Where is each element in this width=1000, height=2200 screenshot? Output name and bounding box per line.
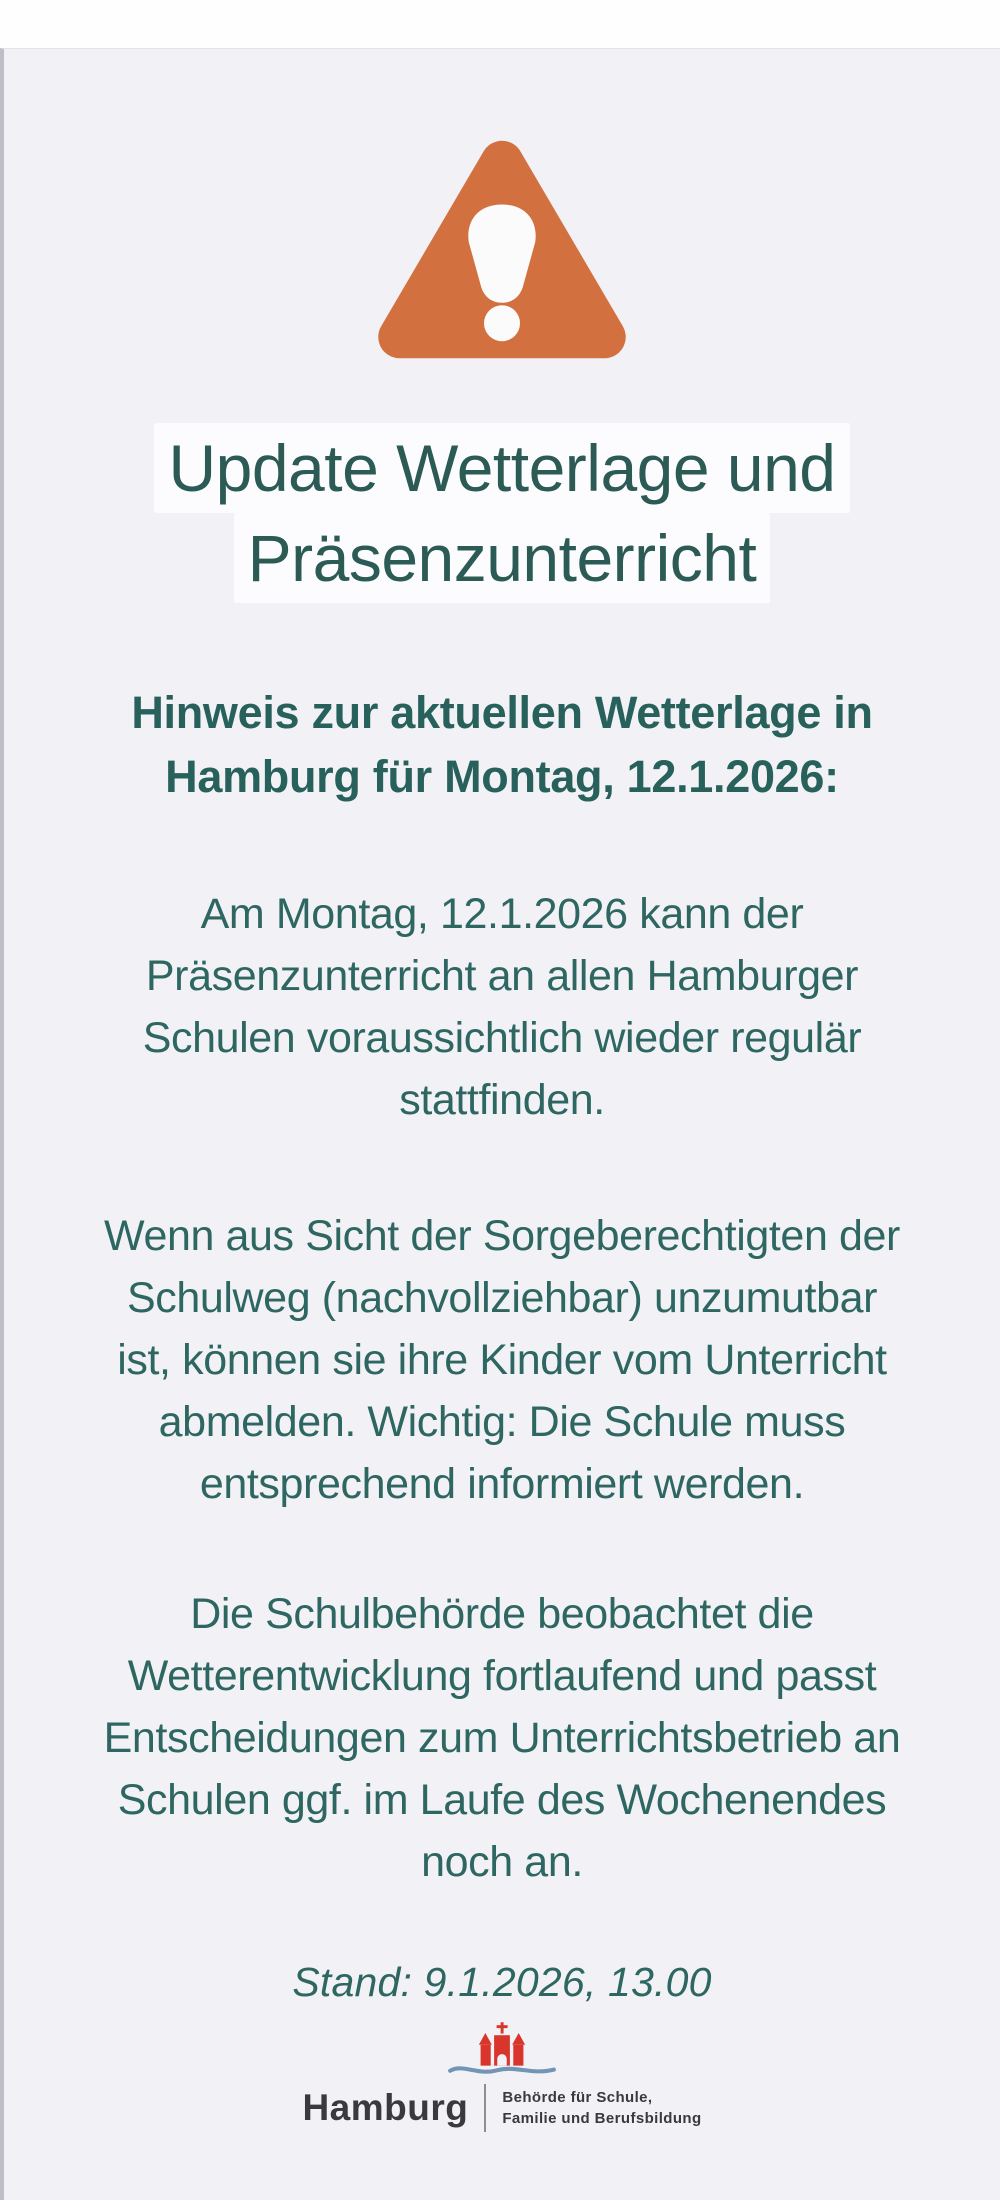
notice-paragraph-2: Wenn aus Sicht der Sorgeberechtigten der Schulweg (nachvollziehbar) unzumutbar ist, können sie ihre Kinder vom Unterricht abmelden. Wichtig: Die Schule muss entsprechend informiert werden. [104, 1212, 900, 1509]
warning-triangle-icon [373, 127, 631, 367]
logo-department-line-1: Behörde für Schule, [502, 2089, 653, 2107]
hamburg-logo [302, 2020, 701, 2132]
logo-divider [484, 2084, 486, 2132]
wave-line [450, 2069, 554, 2072]
notice-subtitle: Hinweis zur aktuellen Wetterlage in Hamburg für Montag, 12.1.2026: [131, 687, 873, 803]
notice-paragraph-3: Die Schulbehörde beobachtet die Wetterentwicklung fortlaufend und passt Entscheidungen zum Unterrichtsbetrieb an Schulen ggf. im Laufe des Wochenendes noch an. [103, 1590, 901, 1887]
castle-arch [497, 2054, 506, 2065]
page-title-line-1: Update Wetterlage und [154, 423, 849, 513]
page-title [154, 423, 849, 603]
hamburg-castle-wave-icon [417, 2020, 587, 2082]
status-timestamp: Stand: 9.1.2026, 13.00 [292, 1959, 712, 2006]
logo-text-row [302, 2084, 701, 2132]
logo-city-name: Hamburg [302, 2087, 469, 2129]
exclamation-dot [484, 305, 520, 341]
page-title-line-2: Präsenzunterricht [234, 513, 771, 603]
logo-department-name [502, 2087, 701, 2129]
notice-paragraph-1: Am Montag, 12.1.2026 kann der Präsenzunterricht an allen Hamburger Schulen voraussichtlich wieder regulär stattfinden. [142, 890, 862, 1125]
notice-card [0, 48, 1000, 2200]
logo-department-line-2: Familie und Berufsbildung [502, 2110, 702, 2128]
